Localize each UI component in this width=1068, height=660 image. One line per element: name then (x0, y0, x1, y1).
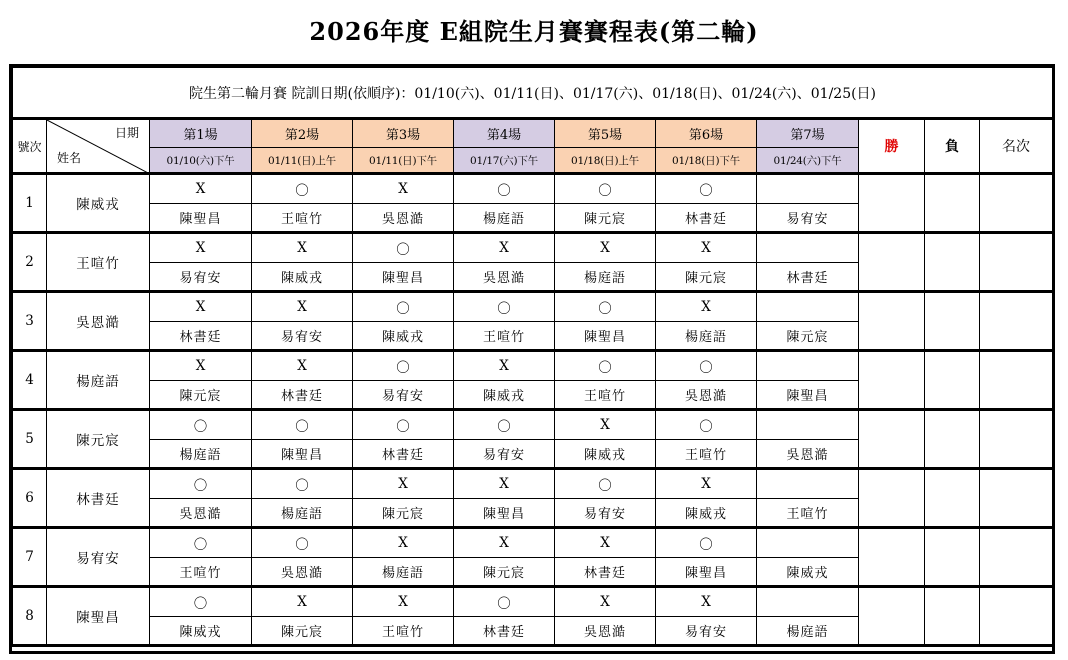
result-cell: 〇 (150, 587, 252, 617)
opponent-cell: 吳恩澔 (454, 263, 555, 292)
result-cell: 〇 (252, 469, 353, 499)
opponent-cell: 楊庭語 (454, 204, 555, 233)
player-number: 2 (13, 233, 47, 292)
number-header: 號次 (13, 119, 47, 174)
player-name: 陳威戎 (47, 174, 150, 233)
opponent-cell: 林書廷 (353, 440, 454, 469)
opponent-cell: 王喧竹 (555, 381, 656, 410)
round-2-header: 第2場 (252, 119, 353, 148)
round-3-header: 第3場 (353, 119, 454, 148)
training-dates-info: 院生第二輪月賽 院訓日期(依順序)：01/10(六)、01/11(日)、01/17(六)、01/18(日)、01/24(六)、01/25(日) (13, 68, 1053, 119)
opponent-cell: 陳威戎 (252, 263, 353, 292)
rank-cell (980, 528, 1053, 587)
result-cell (757, 351, 859, 381)
result-cell: 〇 (555, 174, 656, 204)
result-cell: X (454, 528, 555, 558)
opponent-cell: 陳威戎 (656, 499, 757, 528)
player-number: 5 (13, 410, 47, 469)
result-cell: X (252, 292, 353, 322)
result-cell: X (656, 469, 757, 499)
opponent-cell: 林書廷 (757, 263, 859, 292)
result-cell: 〇 (555, 292, 656, 322)
player-row (13, 351, 1053, 381)
win-count-cell (859, 587, 925, 646)
loss-header: 負 (925, 119, 980, 174)
loss-count-cell (925, 410, 980, 469)
result-cell: X (656, 587, 757, 617)
result-cell: 〇 (555, 351, 656, 381)
opponent-cell: 楊庭語 (150, 440, 252, 469)
opponent-cell: 陳元宸 (252, 617, 353, 646)
loss-count-cell (925, 233, 980, 292)
result-cell: X (150, 174, 252, 204)
opponent-cell: 楊庭語 (555, 263, 656, 292)
result-cell: X (454, 351, 555, 381)
opponent-cell: 陳元宸 (150, 381, 252, 410)
win-header: 勝 (859, 119, 925, 174)
result-cell: 〇 (454, 410, 555, 440)
result-cell: X (353, 587, 454, 617)
player-name: 易宥安 (47, 528, 150, 587)
loss-count-cell (925, 292, 980, 351)
name-header: 姓名 (57, 151, 82, 165)
opponent-cell: 易宥安 (454, 440, 555, 469)
rank-cell (980, 587, 1053, 646)
result-cell: 〇 (656, 351, 757, 381)
opponent-cell: 易宥安 (555, 499, 656, 528)
loss-count-cell (925, 174, 980, 233)
opponent-cell: 易宥安 (757, 204, 859, 233)
player-row (13, 292, 1053, 322)
player-name: 陳元宸 (47, 410, 150, 469)
opponent-cell: 林書廷 (252, 381, 353, 410)
date-header: 日期 (114, 126, 139, 140)
opponent-cell: 王喧竹 (454, 322, 555, 351)
result-cell: X (252, 587, 353, 617)
player-name: 林書廷 (47, 469, 150, 528)
result-cell: 〇 (656, 528, 757, 558)
player-name: 王喧竹 (47, 233, 150, 292)
schedule-body (13, 68, 1053, 646)
rank-cell (980, 351, 1053, 410)
opponent-cell: 陳威戎 (454, 381, 555, 410)
schedule-table (12, 67, 1053, 647)
opponent-cell: 陳聖昌 (555, 322, 656, 351)
round-5-header: 第5場 (555, 119, 656, 148)
opponent-cell: 易宥安 (252, 322, 353, 351)
round-7-header: 第7場 (757, 119, 859, 148)
opponent-cell: 陳元宸 (555, 204, 656, 233)
win-count-cell (859, 292, 925, 351)
opponent-cell: 楊庭語 (656, 322, 757, 351)
result-cell: X (555, 587, 656, 617)
result-cell: X (353, 528, 454, 558)
win-count-cell (859, 528, 925, 587)
opponent-cell: 陳聖昌 (252, 440, 353, 469)
result-cell: 〇 (454, 174, 555, 204)
opponent-cell: 林書廷 (150, 322, 252, 351)
result-cell: 〇 (150, 410, 252, 440)
opponent-cell: 易宥安 (150, 263, 252, 292)
player-row (13, 469, 1053, 499)
player-row (13, 587, 1053, 617)
opponent-cell: 林書廷 (454, 617, 555, 646)
result-cell: 〇 (353, 410, 454, 440)
round-1-date: 01/10(六)下午 (150, 148, 252, 174)
opponent-cell: 陳元宸 (454, 558, 555, 587)
result-cell: X (150, 292, 252, 322)
result-cell: X (353, 174, 454, 204)
result-cell: X (252, 233, 353, 263)
player-name: 楊庭語 (47, 351, 150, 410)
round-2-date: 01/11(日)上午 (252, 148, 353, 174)
player-number: 6 (13, 469, 47, 528)
opponent-cell: 王喧竹 (252, 204, 353, 233)
round-1-header: 第1場 (150, 119, 252, 148)
result-cell (757, 469, 859, 499)
result-cell: 〇 (353, 233, 454, 263)
result-cell: X (150, 351, 252, 381)
opponent-cell: 吳恩澔 (656, 381, 757, 410)
opponent-cell: 易宥安 (353, 381, 454, 410)
opponent-cell: 林書廷 (656, 204, 757, 233)
result-cell: X (555, 233, 656, 263)
opponent-cell: 陳威戎 (757, 558, 859, 587)
opponent-cell: 楊庭語 (252, 499, 353, 528)
opponent-cell: 王喧竹 (353, 617, 454, 646)
opponent-cell: 吳恩澔 (150, 499, 252, 528)
player-name: 吳恩澔 (47, 292, 150, 351)
player-row (13, 174, 1053, 204)
result-cell (757, 174, 859, 204)
opponent-cell: 楊庭語 (757, 617, 859, 646)
opponent-cell: 陳威戎 (150, 617, 252, 646)
opponent-cell: 王喧竹 (150, 558, 252, 587)
player-number: 1 (13, 174, 47, 233)
result-cell: X (656, 233, 757, 263)
player-name: 陳聖昌 (47, 587, 150, 646)
result-cell: X (555, 410, 656, 440)
result-cell: 〇 (252, 410, 353, 440)
opponent-cell: 陳元宸 (757, 322, 859, 351)
loss-count-cell (925, 351, 980, 410)
result-cell (757, 528, 859, 558)
opponent-cell: 林書廷 (555, 558, 656, 587)
result-cell (757, 587, 859, 617)
win-count-cell (859, 469, 925, 528)
win-count-cell (859, 233, 925, 292)
rank-cell (980, 410, 1053, 469)
result-cell: 〇 (252, 528, 353, 558)
rank-header: 名次 (980, 119, 1053, 174)
opponent-cell: 陳元宸 (656, 263, 757, 292)
rank-cell (980, 174, 1053, 233)
opponent-cell: 王喧竹 (656, 440, 757, 469)
result-cell (757, 233, 859, 263)
player-number: 4 (13, 351, 47, 410)
result-cell: X (150, 233, 252, 263)
loss-count-cell (925, 528, 980, 587)
result-cell: 〇 (252, 174, 353, 204)
schedule-sheet (9, 64, 1055, 654)
result-cell: 〇 (353, 351, 454, 381)
result-cell: 〇 (454, 292, 555, 322)
player-number: 3 (13, 292, 47, 351)
result-cell: 〇 (656, 174, 757, 204)
opponent-cell: 吳恩澔 (757, 440, 859, 469)
result-cell: 〇 (555, 469, 656, 499)
opponent-cell: 吳恩澔 (555, 617, 656, 646)
result-cell: X (555, 528, 656, 558)
round-6-date: 01/18(日)下午 (656, 148, 757, 174)
result-cell: 〇 (150, 528, 252, 558)
round-4-header: 第4場 (454, 119, 555, 148)
result-cell: X (252, 351, 353, 381)
player-row (13, 410, 1053, 440)
opponent-cell: 陳聖昌 (150, 204, 252, 233)
result-cell: 〇 (353, 292, 454, 322)
result-cell: X (454, 469, 555, 499)
result-cell: 〇 (150, 469, 252, 499)
player-row (13, 528, 1053, 558)
round-4-date: 01/17(六)下午 (454, 148, 555, 174)
opponent-cell: 楊庭語 (353, 558, 454, 587)
page-title: 2026年度 E組院生月賽賽程表(第二輪) (309, 17, 759, 46)
round-7-date: 01/24(六)下午 (757, 148, 859, 174)
player-number: 7 (13, 528, 47, 587)
opponent-cell: 陳威戎 (555, 440, 656, 469)
round-5-date: 01/18(日)上午 (555, 148, 656, 174)
round-6-header: 第6場 (656, 119, 757, 148)
round-3-date: 01/11(日)下午 (353, 148, 454, 174)
opponent-cell: 王喧竹 (757, 499, 859, 528)
result-cell: X (656, 292, 757, 322)
opponent-cell: 吳恩澔 (353, 204, 454, 233)
win-count-cell (859, 410, 925, 469)
rank-cell (980, 469, 1053, 528)
opponent-cell: 陳聖昌 (353, 263, 454, 292)
loss-count-cell (925, 469, 980, 528)
result-cell (757, 410, 859, 440)
opponent-cell: 陳聖昌 (454, 499, 555, 528)
opponent-cell: 陳元宸 (353, 499, 454, 528)
result-cell: X (353, 469, 454, 499)
result-cell: 〇 (454, 587, 555, 617)
result-cell: 〇 (656, 410, 757, 440)
opponent-cell: 易宥安 (656, 617, 757, 646)
win-count-cell (859, 351, 925, 410)
opponent-cell: 陳聖昌 (757, 381, 859, 410)
opponent-cell: 陳聖昌 (656, 558, 757, 587)
player-number: 8 (13, 587, 47, 646)
result-cell (757, 292, 859, 322)
result-cell: X (454, 233, 555, 263)
loss-count-cell (925, 587, 980, 646)
rank-cell (980, 233, 1053, 292)
date-name-header (47, 119, 150, 174)
rank-cell (980, 292, 1053, 351)
win-count-cell (859, 174, 925, 233)
opponent-cell: 吳恩澔 (252, 558, 353, 587)
player-row (13, 233, 1053, 263)
opponent-cell: 陳威戎 (353, 322, 454, 351)
